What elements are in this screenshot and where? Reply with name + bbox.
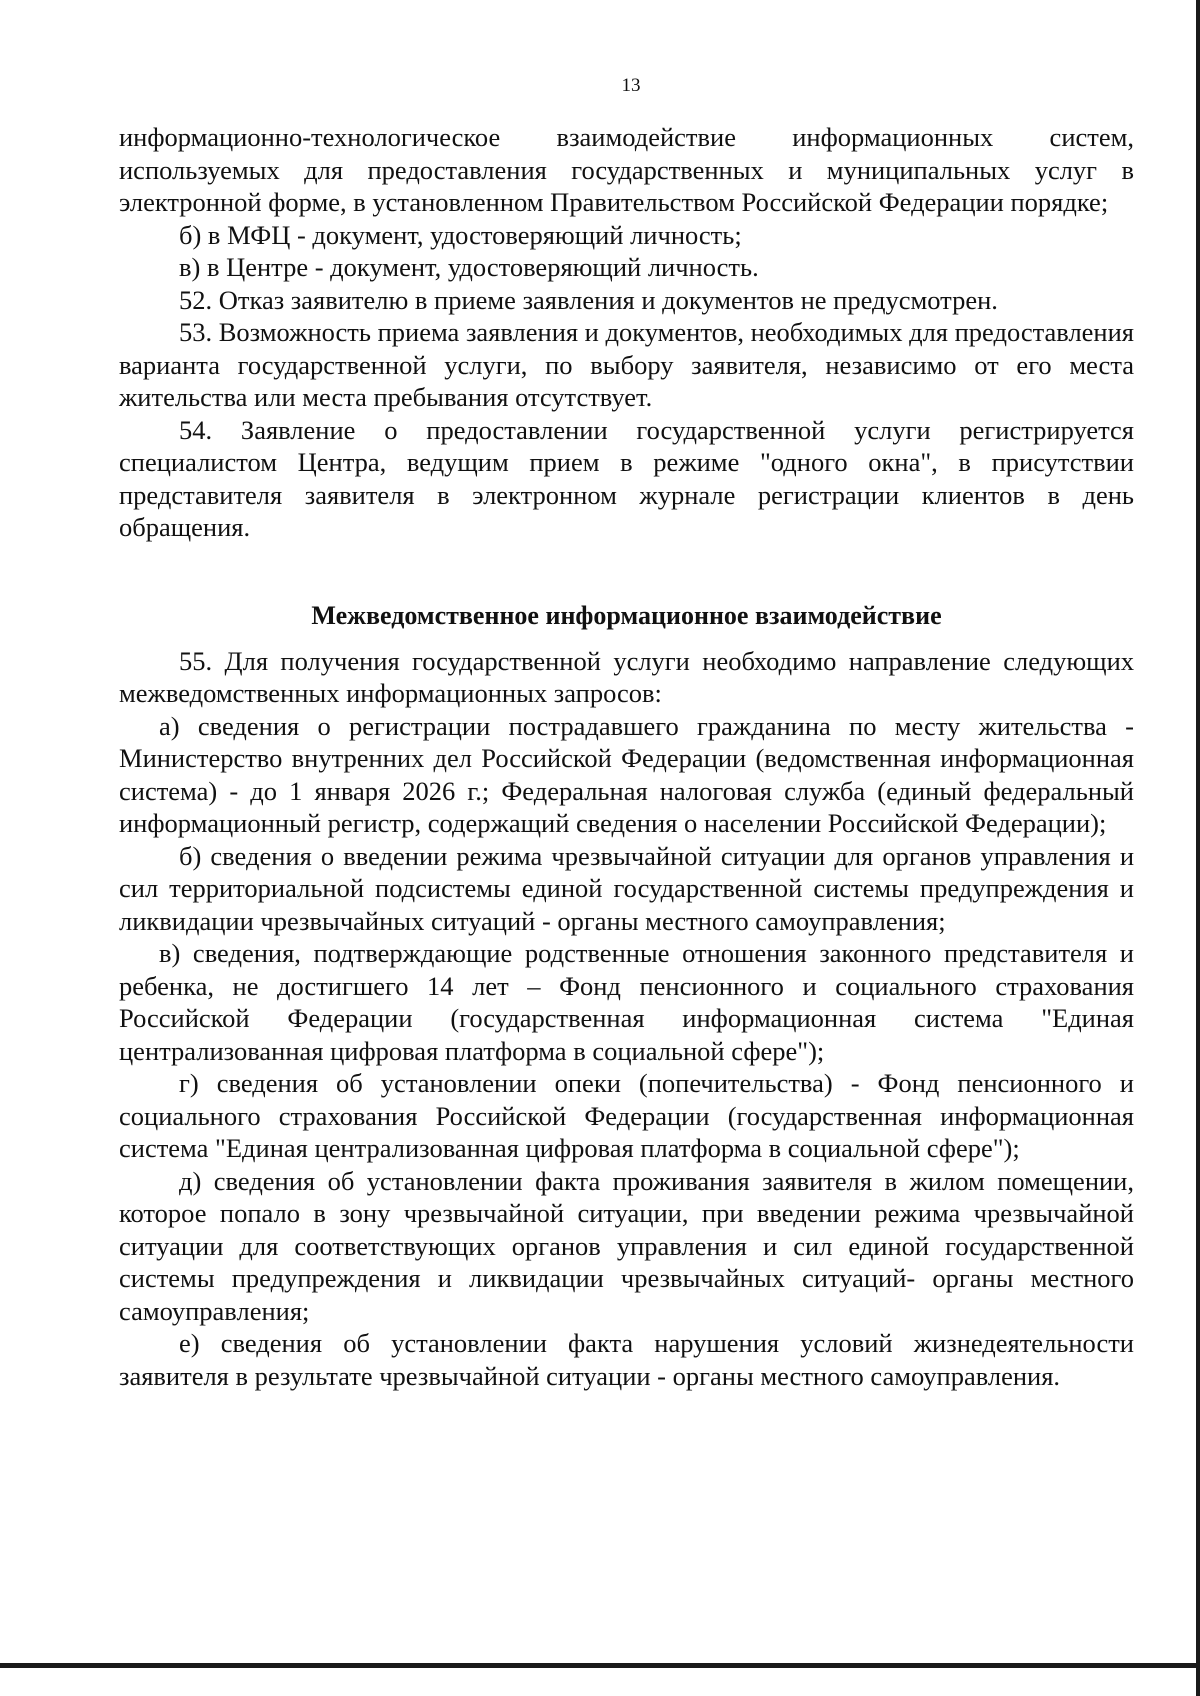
paragraph-54: 54. Заявление о предоставлении государственной услуги регистрируется специалистом Центра, ведущим прием в режиме "одного окна", в присутствии представителя заявителя в электронном журнале регистрации клиентов в день обращения. xyxy=(119,414,1134,542)
paragraph-item-b: б) в МФЦ - документ, удостоверяющий личность; xyxy=(179,219,742,250)
paragraph-55-item-b: б) сведения о введении режима чрезвычайной ситуации для органов управления и сил территориальной подсистемы единой государственной системы предупреждения и ликвидации чрезвычайных ситуаций - органы местного самоуправления; xyxy=(119,840,1134,936)
paragraph-item-v: в) в Центре - документ, удостоверяющий личность. xyxy=(179,252,759,282)
paragraph-55: 55. Для получения государственной услуги необходимо направление следующих межведомственных информационных запросов: xyxy=(119,645,1134,708)
paragraph-53: 53. Возможность приема заявления и документов, необходимых для предоставления варианта государственной услуги, по выбору заявителя, независимо от его места жительства или места пребывания отсутствует. xyxy=(119,317,1134,412)
paragraph-55-item-v: в) сведения, подтверждающие родственные отношения законного представителя и ребенка, не достигшего 14 лет – Фонд пенсионного и социального страхования Российской Федерации (государственная информационная система "Единая централизованная цифровая платформа в социальной сфере"); xyxy=(119,938,1134,1066)
section-heading: Межведомственное информационное взаимодействие xyxy=(311,600,942,630)
paragraph-55-item-e: е) сведения об установлении факта нарушения условий жизнедеятельности заявителя в результате чрезвычайной ситуации - органы местного самоуправления. xyxy=(119,1328,1134,1391)
paragraph-52: 52. Отказ заявителю в приеме заявления и документов не предусмотрен. xyxy=(179,284,998,315)
paragraph-continuation: информационно-технологическое взаимодействие информационных систем, используемых для предоставления государственных и муниципальных услуг в электронной форме, в установленном Правительством Российской Федерации порядке; xyxy=(119,122,1134,217)
document-body xyxy=(119,121,1134,1392)
paragraph-55-item-g: г) сведения об установлении опеки (попечительства) - Фонд пенсионного и социального страхования Российской Федерации (государственная информационная система "Единая централизованная цифровая платформа в социальной сфере"); xyxy=(119,1068,1134,1163)
page-number: 13 xyxy=(621,75,641,96)
scan-right-edge xyxy=(1196,0,1200,1696)
scan-bottom-edge xyxy=(0,1663,1200,1668)
paragraph-55-item-a: а) сведения о регистрации пострадавшего гражданина по месту жительства - Министерство внутренних дел Российской Федерации (ведомственная информационная система) - до 1 января 2026 г.; Федеральная налоговая служба (единый федеральный информационный регистр, содержащий сведения о населении Российской Федерации); xyxy=(119,710,1134,838)
paragraph-55-item-d: д) сведения об установлении факта проживания заявителя в жилом помещении, которое попало в зону чрезвычайной ситуации, при введении режима чрезвычайной ситуации для соответствующих органов управления и сил единой государственной системы предупреждения и ликвидации чрезвычайных ситуаций- органы местного самоуправления; xyxy=(119,1165,1134,1326)
